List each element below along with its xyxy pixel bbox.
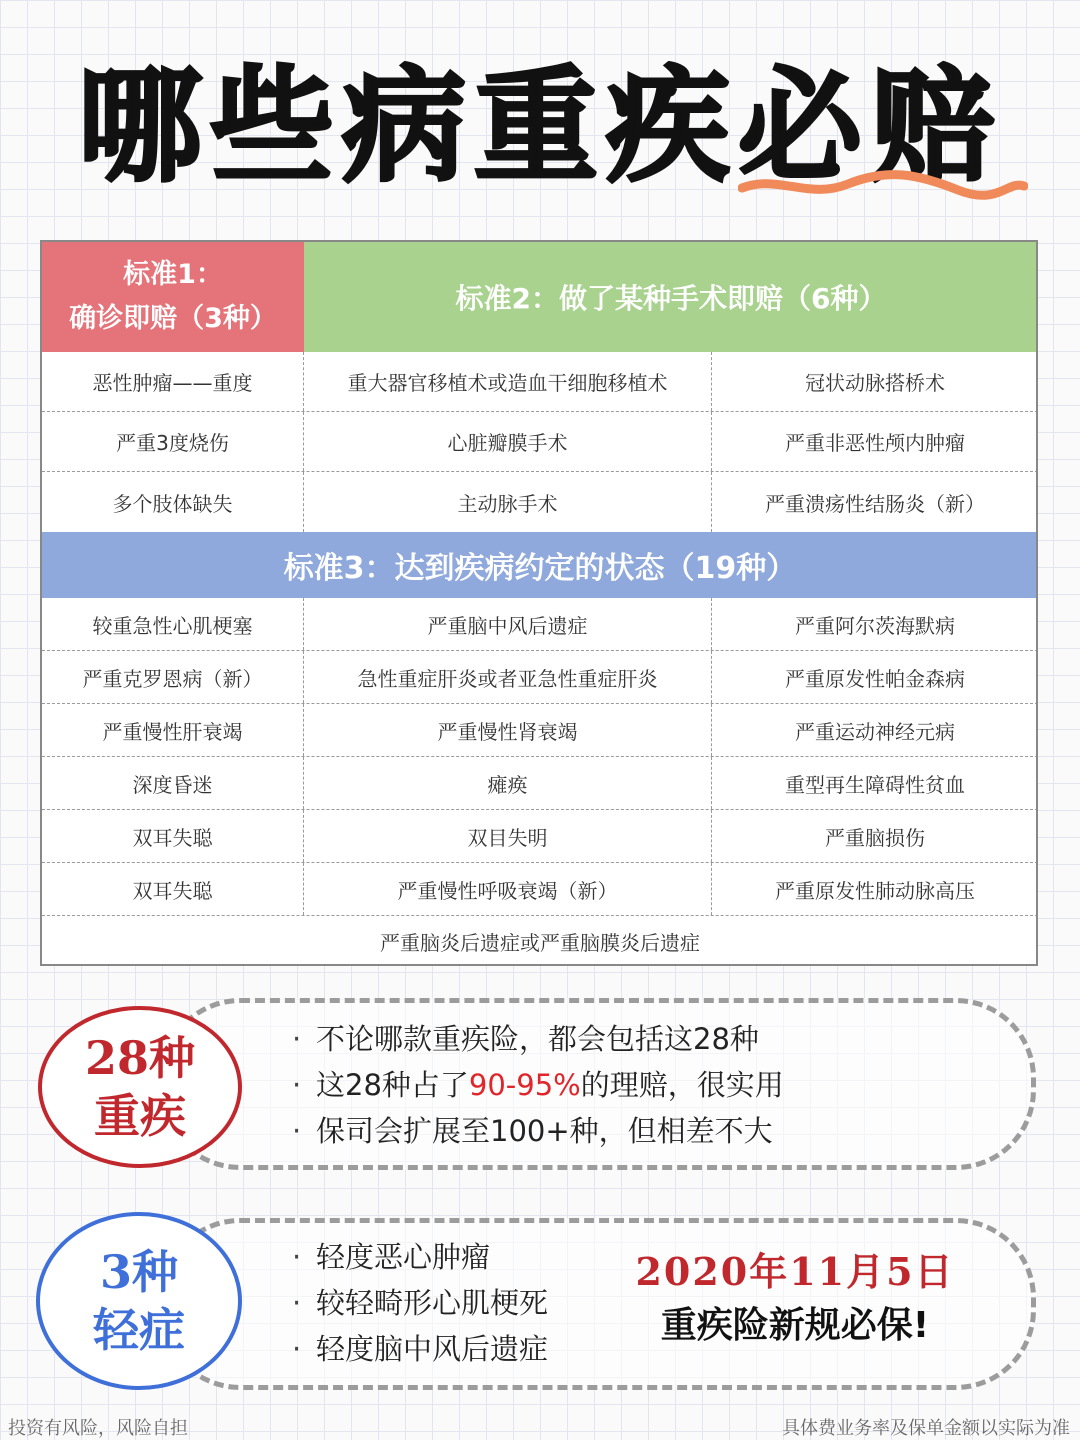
standard1-header — [42, 242, 304, 352]
highlight-percentage: 90-95% — [468, 1068, 581, 1102]
table-cell: 严重脑炎后遗症或严重脑膜炎后遗症 — [380, 930, 700, 955]
table-cell: 恶性肿瘤——重度 — [42, 352, 304, 411]
table-row — [42, 916, 1038, 966]
list-item: · 不论哪款重疾险，都会包括这28种 — [292, 1016, 784, 1062]
table-cell: 严重克罗恩病（新） — [42, 651, 304, 703]
effective-date: 2020年11月5日 — [635, 1249, 955, 1294]
table-cell: 严重脑中风后遗症 — [304, 598, 712, 650]
table-row — [42, 704, 1038, 757]
major-count-label: 28种 — [84, 1031, 195, 1085]
list-item: · 这28种占了90-95%的理赔，很实用 — [292, 1062, 784, 1108]
standard1-subtitle: 确诊即赔（3种） — [69, 303, 277, 334]
bullet-icon: · — [292, 1022, 302, 1056]
mild-illness-points — [292, 1234, 548, 1372]
table-cell: 较重急性心肌梗塞 — [42, 598, 304, 650]
table-cell: 多个肢体缺失 — [42, 472, 304, 532]
table-row — [42, 598, 1038, 651]
table-cell: 严重阿尔茨海默病 — [795, 613, 955, 638]
standard3-header: 标准3：达到疾病约定的状态（19种） — [42, 532, 1038, 598]
new-rule-slogan: 重疾险新规必保! — [660, 1305, 930, 1346]
page-title: 哪些病重疾必赔 — [77, 55, 1002, 199]
title-underline-decoration — [738, 170, 1028, 200]
mild-illness-badge — [36, 1212, 242, 1390]
table-cell: 严重运动神经元病 — [795, 719, 955, 744]
policy-disclaimer: 具体费业务率及保单金额以实际为准 — [782, 1418, 1070, 1439]
table-row — [42, 863, 1038, 916]
list-item: · 较轻畸形心肌梗死 — [292, 1280, 548, 1326]
table-cell: 主动脉手术 — [304, 472, 712, 532]
table-cell: 严重3度烧伤 — [42, 412, 304, 471]
major-type-label: 重疾 — [94, 1089, 186, 1143]
table-cell: 重型再生障碍性贫血 — [785, 772, 965, 797]
table-cell: 双耳失聪 — [42, 810, 304, 862]
bullet-icon: · — [292, 1114, 302, 1148]
table-cell: 急性重症肝炎或者亚急性重症肝炎 — [304, 651, 712, 703]
table-cell: 瘫痪 — [304, 757, 712, 809]
table-row — [42, 757, 1038, 810]
disease-table — [40, 240, 1038, 966]
mild-type-label: 轻症 — [93, 1303, 185, 1357]
table-cell: 心脏瓣膜手术 — [304, 412, 712, 471]
bullet-icon: · — [292, 1240, 302, 1274]
table-row — [42, 412, 1038, 472]
table-row — [42, 810, 1038, 863]
table-cell: 深度昏迷 — [42, 757, 304, 809]
mild-count-label: 3种 — [99, 1245, 178, 1299]
major-illness-points — [292, 1016, 784, 1154]
standard2-header: 标准2：做了某种手术即赔（6种） — [304, 242, 1038, 352]
major-illness-badge — [38, 1006, 242, 1168]
list-item: · 轻度脑中风后遗症 — [292, 1326, 548, 1372]
bullet-icon: · — [292, 1286, 302, 1320]
bullet-icon: · — [292, 1332, 302, 1366]
table-cell: 严重慢性肾衰竭 — [304, 704, 712, 756]
table-cell: 严重脑损伤 — [825, 825, 925, 850]
standard1-title: 标准1： — [123, 259, 223, 290]
table-cell: 双目失明 — [304, 810, 712, 862]
table-cell: 严重慢性呼吸衰竭（新） — [304, 863, 712, 915]
table-row — [42, 651, 1038, 704]
table-row — [42, 472, 1038, 532]
table-cell: 重大器官移植术或造血干细胞移植术 — [304, 352, 712, 411]
bullet-icon: · — [292, 1068, 302, 1102]
table-cell: 双耳失聪 — [42, 863, 304, 915]
table-cell: 冠状动脉搭桥术 — [805, 371, 945, 395]
list-item: · 保司会扩展至100+种，但相差不大 — [292, 1108, 784, 1154]
new-rule-note — [630, 1246, 960, 1354]
table-cell: 严重原发性肺动脉高压 — [775, 878, 975, 903]
risk-disclaimer: 投资有风险，风险自担 — [8, 1418, 188, 1439]
table-row — [42, 352, 1038, 412]
table-cell: 严重非恶性颅内肿瘤 — [785, 431, 965, 455]
list-item: · 轻度恶心肿瘤 — [292, 1234, 548, 1280]
table-cell: 严重慢性肝衰竭 — [42, 704, 304, 756]
table-cell: 严重原发性帕金森病 — [785, 666, 965, 691]
table-cell: 严重溃疡性结肠炎（新） — [765, 491, 985, 516]
